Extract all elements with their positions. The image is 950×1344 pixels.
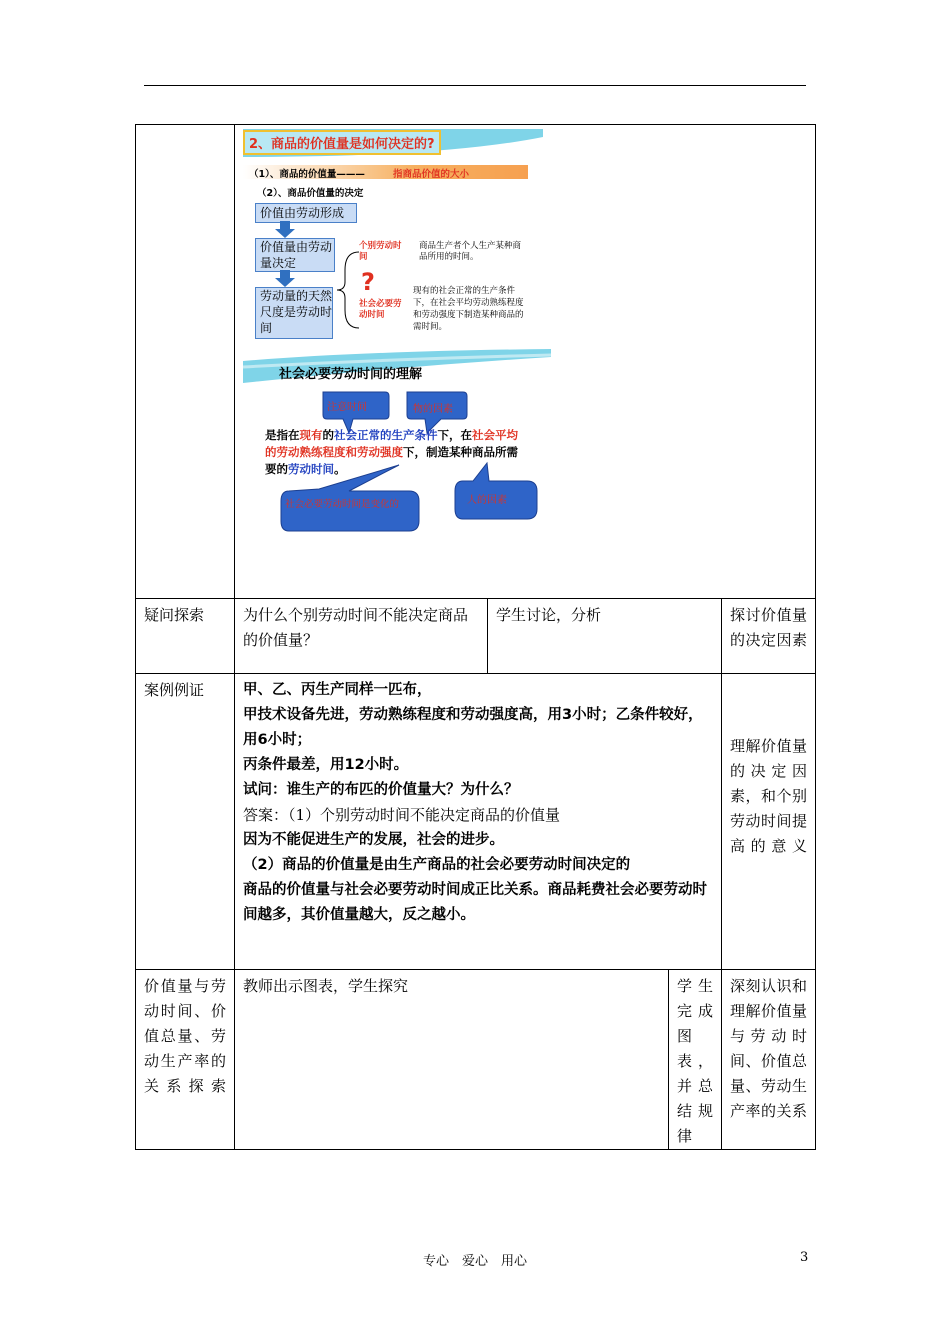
row3-goal: 深刻认识和理解价值量与劳动时间、价值总量、劳动生产率的关系: [722, 970, 816, 1150]
case-line-2: 甲技术设备先进，劳动熟练程度和劳动强度高，用3小时；乙条件较好，用6小时；: [243, 707, 703, 748]
def-part-10: 。: [334, 462, 346, 476]
slide1-title: 2、商品的价值量是如何决定的?: [243, 130, 441, 155]
def-part-5: 下，在: [437, 428, 472, 442]
bubble-human: [453, 459, 541, 521]
question-mark-icon: ?: [361, 268, 375, 296]
row-question-explore: [136, 599, 816, 674]
arrow-down-icon: [273, 221, 297, 239]
slide1-sub1-value: 指商品价值的大小: [393, 169, 470, 180]
red-individual-time: 个别劳动时间: [359, 241, 402, 262]
row-case-example: [136, 674, 816, 970]
case-answer: 答案：（1）个别劳动时间不能决定商品的价值量: [243, 806, 561, 824]
row2-content: [235, 674, 722, 970]
slides-cell: [235, 125, 816, 599]
bubble-human-text: 人的因素: [467, 495, 507, 506]
arrow-down-icon-2: [273, 270, 297, 288]
def-part-4: 社会正常的生产条件: [334, 428, 438, 442]
page-number: 3: [800, 1250, 809, 1265]
desc-individual: 商品生产者个人生产某种商品所用的时间。: [419, 241, 522, 262]
bubble-changes-text: 社会必要劳动时间是变化的: [285, 499, 400, 510]
box-value-labor: 价值由劳动形成: [255, 203, 357, 223]
slides-row: [136, 125, 816, 599]
header-rule: [144, 85, 806, 86]
case-line-6: （2）商品的价值量是由生产商品的社会必要劳动时间决定的: [243, 857, 631, 873]
case-line-4: 试问：谁生产的布匹的价值量大？为什么？: [243, 782, 519, 798]
def-part-8: 制造某种商品所需要的: [265, 445, 518, 476]
slide2-title: 社会必要劳动时间的理解: [279, 367, 423, 382]
row3-label: 价值量与劳动时间、价值总量、劳动生产率的关系探索: [136, 970, 235, 1150]
row1-goal: 探讨价值量的决定因素: [722, 599, 816, 674]
bubble-material-text: 物的因素: [413, 404, 453, 415]
row3-student: 学生完成图表，并总结规律: [669, 970, 722, 1150]
row2-goal: 理解价值量的决定因素，和个别劳动时间提高的意义: [722, 674, 816, 970]
slide1-sub2: （2）、商品价值量的决定: [257, 188, 364, 199]
case-line-1: 甲、乙、丙生产同样一匹布，: [243, 682, 432, 698]
row-relation-explore: [136, 970, 816, 1150]
def-part-3: 的: [322, 428, 334, 442]
def-part-6: 社会平均的劳动熟练程度和劳动强度: [265, 428, 518, 459]
def-part-7: 下，: [403, 445, 426, 459]
case-line-3: 丙条件最差，用12小时。: [243, 757, 409, 773]
row3-teacher: 教师出示图表，学生探究: [235, 970, 669, 1150]
def-part-1: 是指在: [265, 428, 300, 442]
box-labor-time: 劳动量的天然尺度是劳动时间: [255, 287, 333, 339]
row1-activity: 学生讨论，分析: [488, 599, 722, 674]
slide-images: [235, 125, 721, 595]
red-social-time: 社会必要劳动时间: [359, 299, 402, 320]
empty-label-cell: [136, 125, 235, 599]
row2-label: 案例例证: [136, 674, 235, 970]
def-part-2: 现有: [299, 428, 323, 442]
box-value-amount: 价值量由劳动量决定: [255, 238, 335, 272]
footer-motto: 专心 爱心 用心: [422, 1254, 527, 1269]
case-line-7: 商品的价值量与社会必要劳动时间成正比关系。商品耗费社会必要劳动时间越多，其价值量越大，反之越小。: [243, 882, 707, 923]
slide1-sub1-label: （1）、商品的价值量———: [249, 169, 365, 180]
row1-label: 疑问探索: [136, 599, 235, 674]
bubble-note-time-text: 注意时间: [327, 402, 367, 413]
row1-question: 为什么个别劳动时间不能决定商品的价值量？: [235, 599, 488, 674]
desc-social: 现有的社会正常的生产条件下，在社会平均劳动熟练程度和劳动强度下制造某种商品的需时间。: [413, 286, 524, 332]
case-line-5: 因为不能促进生产的发展，社会的进步。: [243, 832, 504, 848]
def-part-9: 劳动时间: [288, 462, 334, 476]
lesson-table: [135, 124, 816, 1150]
